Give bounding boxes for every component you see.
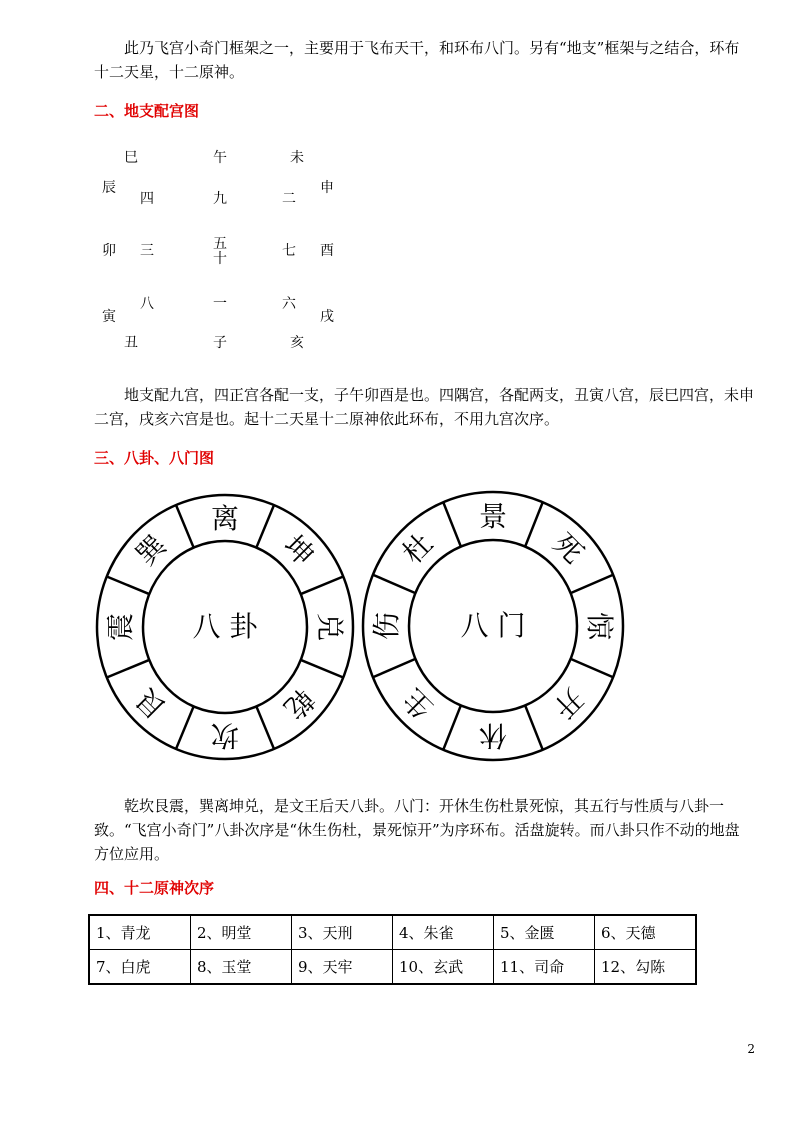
bagua-spoke — [107, 576, 149, 594]
bagua-spoke — [256, 505, 274, 547]
table-cell: 1、青龙 — [89, 915, 191, 950]
bagua-segment-label: 坎 — [210, 719, 240, 752]
bamen-segment-label: 惊 — [583, 611, 616, 641]
palace-1: 一 — [213, 296, 227, 312]
twelve-gods-table — [88, 914, 697, 985]
bagua-segment-label: 离 — [210, 502, 240, 535]
bamen-segment-label: 景 — [478, 500, 508, 533]
bamen-segment-label: 休 — [478, 719, 508, 752]
table-cell: 11、司命 — [494, 950, 595, 985]
section-heading-bagua-bamen: 三、八卦、八门图 — [94, 449, 215, 467]
table-cell: 2、明堂 — [191, 915, 292, 950]
bagua-spoke — [176, 706, 194, 748]
bamen-segment-label: 开 — [546, 681, 590, 726]
bamen-spoke — [443, 705, 461, 749]
palace-8: 八 — [140, 296, 154, 312]
section-heading-earthly-branch: 二、地支配宫图 — [94, 102, 200, 120]
section-heading-twelve-gods: 四、十二原神次序 — [94, 879, 215, 897]
branch-chen: 辰 — [102, 180, 116, 196]
bagua-spoke — [107, 660, 149, 678]
branch-si: 巳 — [124, 150, 138, 166]
palace-4: 四 — [140, 191, 154, 207]
bamen-segment-label: 杜 — [396, 526, 440, 571]
bagua-spoke — [256, 706, 274, 748]
section3-paragraph: 乾坎艮震，巽离坤兑，是文王后天八卦。八门：开休生伤杜景死惊，其五行与性质与八卦一致。“飞宫小奇门”八卦次序是“休生伤杜，景死惊开”为序环布。活盘旋转。而八卦只作不动的地盘方位应用。 — [94, 797, 740, 863]
bagua-wheel — [92, 490, 358, 764]
bagua-spoke — [301, 576, 343, 594]
branch-mao: 卯 — [102, 243, 116, 259]
branch-shen: 申 — [320, 180, 334, 196]
bamen-spoke — [571, 575, 613, 593]
bagua-segment-label: 兑 — [313, 612, 346, 642]
page-number: 2 — [747, 1042, 755, 1056]
bamen-wheel — [358, 488, 628, 764]
bamen-spoke — [571, 659, 613, 677]
bagua-segment-label: 艮 — [129, 682, 173, 726]
branch-yin: 寅 — [102, 309, 116, 325]
bamen-center-label: 八 门 — [460, 609, 526, 642]
table-cell: 10、玄武 — [393, 950, 494, 985]
bagua-segment-label: 震 — [104, 612, 137, 642]
bagua-segment-label: 坤 — [277, 528, 321, 572]
palace-7: 七 — [282, 243, 296, 259]
table-cell: 8、玉堂 — [191, 950, 292, 985]
palace-10: 十 — [213, 251, 227, 267]
bamen-segment-label: 死 — [546, 526, 590, 571]
palace-2: 二 — [282, 191, 296, 207]
table-row — [89, 950, 696, 985]
table-cell: 4、朱雀 — [393, 915, 494, 950]
branch-zi: 子 — [213, 335, 227, 351]
bagua-segment-label: 巽 — [129, 528, 173, 572]
branch-wu: 午 — [213, 150, 227, 166]
palace-3: 三 — [140, 243, 154, 259]
bamen-segment-label: 伤 — [370, 611, 403, 641]
table-cell: 9、天牢 — [292, 950, 393, 985]
bamen-spoke — [525, 502, 543, 546]
table-cell: 5、金匮 — [494, 915, 595, 950]
bamen-spoke — [525, 705, 543, 749]
bagua-spoke — [301, 660, 343, 678]
table-cell: 3、天刑 — [292, 915, 393, 950]
table-cell: 12、勾陈 — [595, 950, 697, 985]
section2-paragraph: 地支配九宫，四正宫各配一支，子午卯酉是也。四隅宫，各配两支，丑寅八宫，辰巳四宫，未申二宫，戌亥六宫是也。起十二天星十二原神依此环布，不用九宫次序。 — [94, 386, 755, 428]
bagua-center-label: 八 卦 — [192, 610, 258, 643]
bamen-spoke — [373, 659, 415, 677]
branch-hai: 亥 — [290, 335, 304, 351]
table-cell: 6、天德 — [595, 915, 697, 950]
bamen-segment-label: 生 — [396, 681, 440, 726]
bamen-spoke — [373, 575, 415, 593]
bamen-spoke — [443, 502, 461, 546]
intro-paragraph: 此乃飞宫小奇门框架之一，主要用于飞布天干，和环布八门。另有“地支”框架与之结合，环布十二天星，十二原神。 — [94, 39, 740, 81]
palace-6: 六 — [282, 296, 296, 312]
palace-9: 九 — [213, 191, 227, 207]
table-row — [89, 915, 696, 950]
branch-wei: 未 — [290, 150, 304, 166]
palace-5: 五 — [213, 236, 227, 252]
table-cell: 7、白虎 — [89, 950, 191, 985]
branch-chou: 丑 — [124, 335, 138, 351]
branch-you: 酉 — [320, 243, 334, 259]
bagua-spoke — [176, 505, 194, 547]
bagua-segment-label: 乾 — [277, 682, 321, 726]
branch-xu: 戌 — [320, 309, 334, 325]
